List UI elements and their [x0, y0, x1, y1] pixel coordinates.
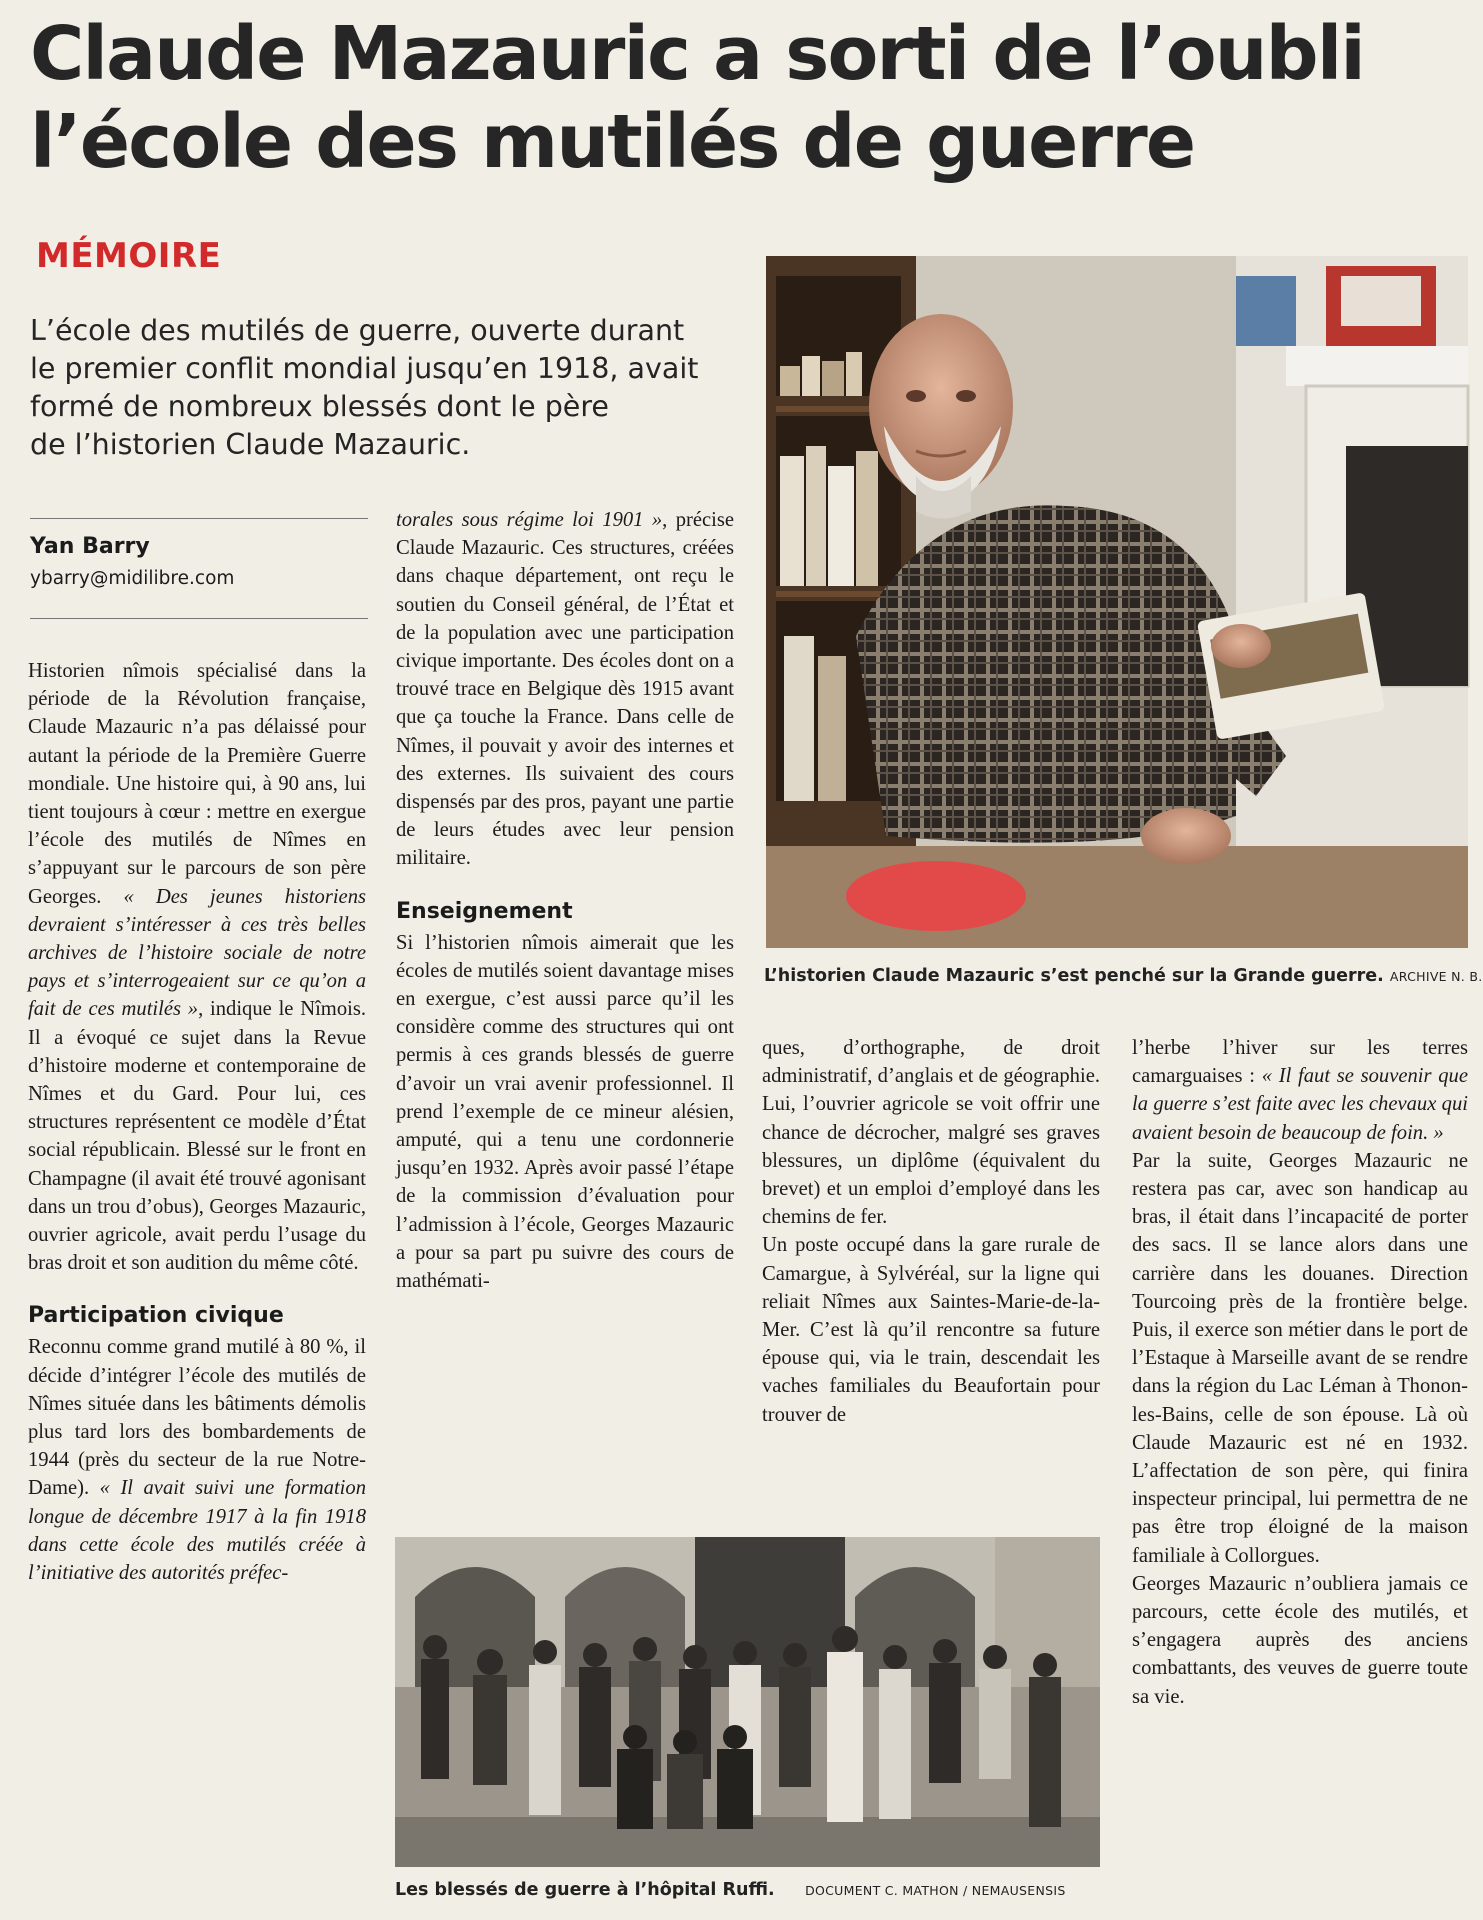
lead-line-1: L’école des mutilés de guerre, ouverte durant	[30, 314, 685, 347]
article-column-2	[396, 506, 734, 1295]
body-paragraph: Si l’historien nîmois aimerait que les écoles de mutilés soient davantage mises en exergue, c’est aussi parce qu’il les considère comme des structures qui ont permis à ces grands blessés de guerre d’avoir un vrai avenir professionnel. Il prend l’exemple de ce mineur alésien, amputé, qui a tenu une cordonnerie jusqu’en 1932. Après avoir passé l’étape de la commission d’évaluation pour l’admission à l’école, Georges Mazauric a pour sa part pu suivre des cours de mathémati-	[396, 931, 734, 1293]
lead-paragraph	[30, 312, 750, 464]
byline-bottom-rule	[30, 618, 368, 619]
quote-text: torales sous régime loi 1901 »	[396, 509, 663, 531]
body-text: l’herbe l’hiver sur les terres camarguaises :	[1132, 1037, 1468, 1088]
byline-name: Yan Barry	[30, 534, 150, 559]
body-paragraph	[28, 657, 366, 1277]
body-paragraph	[28, 1333, 366, 1587]
photo-caption-group	[395, 1880, 1066, 1900]
article-column-1	[28, 657, 366, 1587]
body-text: , précise Claude Mazauric. Ces structures, créées dans chaque département, ont reçu le soutien du Conseil général, de l’État et de la population avec une participation civique importante. Des écoles dont on a trouvé trace en Belgique dès 1915 avant que ça touche la France. Dans celle de Nîmes, il pouvait y avoir des internes et des externes. Ils suivaient des cours dispensés par des pros, payant une partie de leurs études avec leur pension militaire.	[396, 509, 734, 870]
headline-line-2: l’école des mutilés de guerre	[30, 99, 1195, 185]
photo-claude-mazauric	[766, 256, 1468, 948]
headline	[30, 10, 1450, 186]
lead-line-4: de l’historien Claude Mazauric.	[30, 428, 471, 461]
body-text: Reconnu comme grand mutilé à 80 %, il décide d’intégrer l’école des mutilés de Nîmes située dans les bâtiments démolis plus tard lors des bombardements de 1944 (près du secteur de la rue Notre-Dame).	[28, 1336, 366, 1500]
quote-text: « Il avait suivi une formation longue de décembre 1917 à la fin 1918 dans cette école des mutilés créée à l’initiative des autorités préfec-	[28, 1477, 367, 1585]
quote-text: « Il faut se souvenir que la guerre s’est faite avec les chevaux qui avaient besoin de beaucoup de foin. »	[1132, 1065, 1468, 1144]
lead-line-2: le premier conflit mondial jusqu’en 1918, avait	[30, 352, 699, 385]
body-paragraph	[396, 506, 734, 873]
article-column-3	[762, 1034, 1100, 1429]
article-column-4	[1132, 1034, 1468, 1711]
body-text: , indique le Nîmois. Il a évoqué ce sujet dans la Revue d’histoire moderne et contemporaine de Nîmes et du Gard. Pour lui, ces structures représentent ce modèle d’État social républicain. Blessé sur le front en Champagne (il avait été trouvé agonisant dans un trou d’obus), Georges Mazauric, ouvrier agricole, avait perdu l’usage du bras droit et son audition du même côté.	[28, 998, 366, 1275]
quote-text: « Des jeunes historiens devraient s’intéresser à ces très belles archives de l’histoire sociale de notre pays et s’interrogeaient sur ce qu’on a fait de ces mutilés »	[28, 885, 367, 1021]
body-paragraph: ques, d’orthographe, de droit administratif, d’anglais et de géographie. Lui, l’ouvrier agricole se voit offrir une chance de décrocher, malgré ses graves blessures, un diplôme (équivalent du brevet) et un emploi d’employé dans les chemins de fer.	[762, 1037, 1100, 1229]
body-paragraph: Georges Mazauric n’oubliera jamais ce parcours, cette école des mutilés, et s’engagera auprès des anciens combattants, des veuves de guerre toute sa vie.	[1132, 1572, 1468, 1708]
photo-credit: ARCHIVE N. B.	[1389, 969, 1483, 984]
subheading-enseignement: Enseignement	[396, 898, 573, 924]
body-paragraph: Par la suite, Georges Mazauric ne restera pas car, avec son handicap au bras, il était dans l’incapacité de porter des sacs. Il se lance alors dans une carrière dans les douanes. Direction Tourcoing près de la frontière belge. Puis, il exerce son métier dans le port de l’Estaque à Marseille avant de se rendre dans la région du Lac Léman à Thonon-les-Bains, celle de son épouse. Là où Claude Mazauric est né en 1932. L’affectation de son père, qui finira inspecteur principal, lui permettra de ne pas être trop éloigné de la maison familiale à Collorgues.	[1132, 1149, 1468, 1567]
photo-wounded-soldiers	[395, 1537, 1100, 1867]
subheading-participation: Participation civique	[28, 1303, 284, 1329]
photo-caption-main	[764, 966, 1483, 986]
photo-credit: DOCUMENT C. MATHON / NEMAUSENSIS	[805, 1883, 1066, 1898]
body-paragraph: Un poste occupé dans la gare rurale de Camargue, à Sylvéréal, sur la ligne qui reliait Nîmes aux Saintes-Marie-de-la-Mer. C’est là qu’il rencontre sa future épouse qui, via le train, descendait les vaches familiales du Beaufortain pour trouver de	[762, 1234, 1100, 1426]
section-tag: MÉMOIRE	[36, 236, 222, 276]
body-text: Historien nîmois spécialisé dans la période de la Révolution française, Claude Mazauric n’a pas délaissé pour autant la période de la Première Guerre mondiale. Une histoire qui, à 90 ans, lui tient toujours à cœur : mettre en exergue l’école des mutilés de Nîmes en s’appuyant sur le parcours de son père Georges.	[28, 660, 366, 908]
portrait-photo-illustration	[766, 256, 1468, 948]
headline-line-1: Claude Mazauric a sorti de l’oubli	[30, 11, 1364, 97]
body-paragraph	[1132, 1034, 1468, 1147]
lead-line-3: formé de nombreux blessés dont le père	[30, 390, 609, 423]
byline-email: ybarry@midilibre.com	[30, 568, 235, 589]
group-photo-illustration	[395, 1537, 1100, 1867]
byline-top-rule	[30, 518, 368, 519]
caption-text: Les blessés de guerre à l’hôpital Ruffi.	[395, 1880, 775, 1900]
caption-text: L’historien Claude Mazauric s’est penché sur la Grande guerre.	[764, 966, 1384, 986]
